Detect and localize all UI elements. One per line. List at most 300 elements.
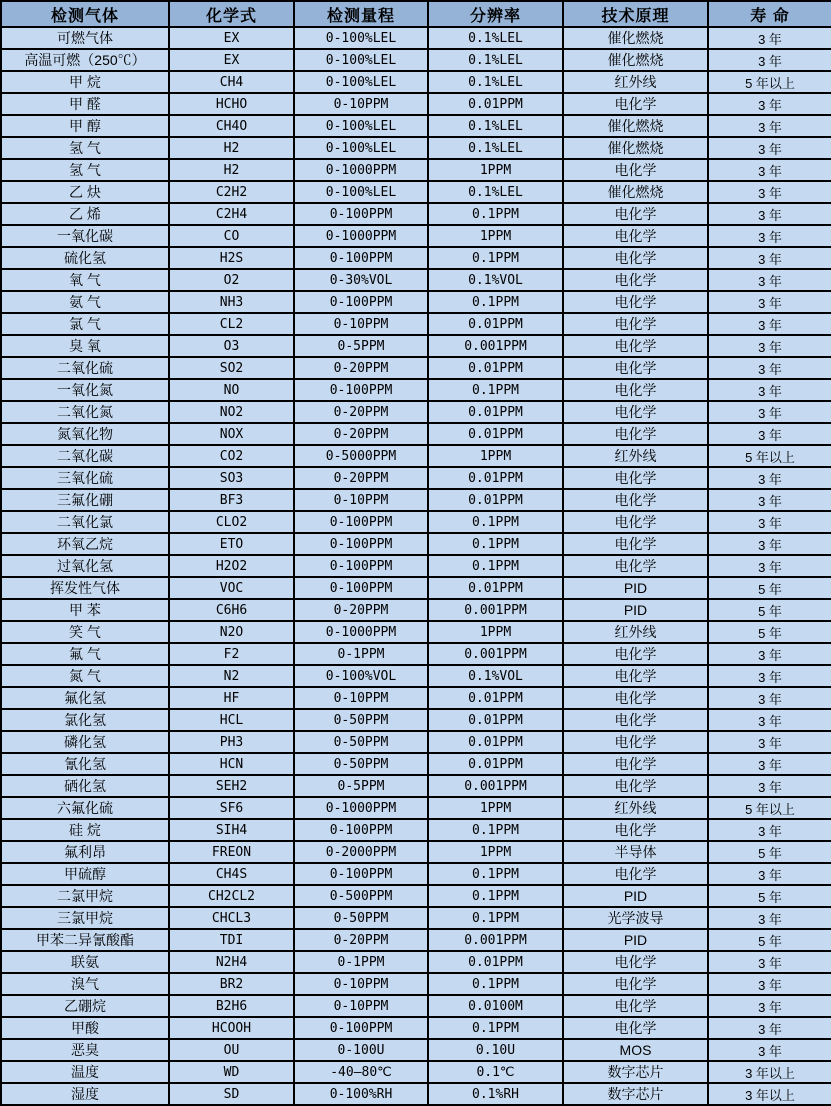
lifespan-cell: 3 年 xyxy=(708,225,831,247)
formula-cell: SEH2 xyxy=(169,775,294,797)
formula-cell: O3 xyxy=(169,335,294,357)
range-cell: 0-50PPM xyxy=(294,731,428,753)
formula-cell: SO3 xyxy=(169,467,294,489)
principle-cell: 红外线 xyxy=(563,71,708,93)
formula-cell: F2 xyxy=(169,643,294,665)
lifespan-cell: 3 年 xyxy=(708,819,831,841)
lifespan-cell: 3 年 xyxy=(708,709,831,731)
table-row xyxy=(1,71,831,93)
range-cell: 0-20PPM xyxy=(294,929,428,951)
table-row xyxy=(1,357,831,379)
resolution-cell: 0.01PPM xyxy=(428,577,563,599)
range-cell: 0-1PPM xyxy=(294,951,428,973)
resolution-cell: 0.1PPM xyxy=(428,885,563,907)
principle-cell: 电化学 xyxy=(563,269,708,291)
formula-cell: FREON xyxy=(169,841,294,863)
formula-cell: EX xyxy=(169,49,294,71)
resolution-cell: 0.1PPM xyxy=(428,379,563,401)
resolution-cell: 0.1℃ xyxy=(428,1061,563,1083)
range-cell: 0-100PPM xyxy=(294,819,428,841)
principle-cell: 电化学 xyxy=(563,247,708,269)
gas-name-cell: 甲苯二异氰酸酯 xyxy=(1,929,169,951)
table-row xyxy=(1,731,831,753)
formula-cell: H2O2 xyxy=(169,555,294,577)
principle-cell: 电化学 xyxy=(563,753,708,775)
table-row xyxy=(1,115,831,137)
gas-name-cell: 三氯甲烷 xyxy=(1,907,169,929)
formula-cell: CLO2 xyxy=(169,511,294,533)
range-cell: 0-5PPM xyxy=(294,335,428,357)
principle-cell: 催化燃烧 xyxy=(563,27,708,49)
principle-cell: 电化学 xyxy=(563,379,708,401)
table-row xyxy=(1,621,831,643)
lifespan-cell: 3 年 xyxy=(708,643,831,665)
table-row xyxy=(1,687,831,709)
table-row xyxy=(1,973,831,995)
lifespan-cell: 3 年 xyxy=(708,269,831,291)
table-row xyxy=(1,819,831,841)
table-row xyxy=(1,797,831,819)
table-row xyxy=(1,841,831,863)
resolution-cell: 0.1%RH xyxy=(428,1083,563,1105)
formula-cell: NOX xyxy=(169,423,294,445)
gas-name-cell: 湿度 xyxy=(1,1083,169,1105)
resolution-cell: 0.1PPM xyxy=(428,511,563,533)
gas-name-cell: 高温可燃（250℃） xyxy=(1,49,169,71)
table-row xyxy=(1,1017,831,1039)
lifespan-cell: 3 年 xyxy=(708,115,831,137)
range-cell: 0-50PPM xyxy=(294,753,428,775)
gas-name-cell: 过氧化氢 xyxy=(1,555,169,577)
resolution-cell: 0.01PPM xyxy=(428,951,563,973)
gas-name-cell: 氮 气 xyxy=(1,665,169,687)
resolution-cell: 0.10U xyxy=(428,1039,563,1061)
formula-cell: CH4O xyxy=(169,115,294,137)
lifespan-cell: 3 年 xyxy=(708,181,831,203)
lifespan-cell: 3 年 xyxy=(708,93,831,115)
formula-cell: SO2 xyxy=(169,357,294,379)
range-cell: 0-10PPM xyxy=(294,687,428,709)
gas-name-cell: 溴气 xyxy=(1,973,169,995)
gas-name-cell: 温度 xyxy=(1,1061,169,1083)
lifespan-cell: 3 年 xyxy=(708,863,831,885)
gas-name-cell: 环氧乙烷 xyxy=(1,533,169,555)
principle-cell: PID xyxy=(563,599,708,621)
table-header xyxy=(1,1,831,27)
gas-name-cell: 氢 气 xyxy=(1,159,169,181)
lifespan-cell: 3 年 xyxy=(708,467,831,489)
principle-cell: 电化学 xyxy=(563,533,708,555)
formula-cell: VOC xyxy=(169,577,294,599)
lifespan-cell: 5 年 xyxy=(708,599,831,621)
range-cell: 0-100%LEL xyxy=(294,115,428,137)
lifespan-cell: 3 年 xyxy=(708,533,831,555)
principle-cell: 电化学 xyxy=(563,467,708,489)
table-row xyxy=(1,401,831,423)
column-header-3: 分辨率 xyxy=(428,1,563,27)
lifespan-cell: 5 年 xyxy=(708,841,831,863)
table-row xyxy=(1,181,831,203)
range-cell: 0-2000PPM xyxy=(294,841,428,863)
lifespan-cell: 3 年 xyxy=(708,995,831,1017)
resolution-cell: 0.01PPM xyxy=(428,687,563,709)
resolution-cell: 0.1PPM xyxy=(428,291,563,313)
formula-cell: CH2CL2 xyxy=(169,885,294,907)
formula-cell: SD xyxy=(169,1083,294,1105)
range-cell: 0-1000PPM xyxy=(294,621,428,643)
formula-cell: SF6 xyxy=(169,797,294,819)
gas-name-cell: 三氧化硫 xyxy=(1,467,169,489)
table-row xyxy=(1,1061,831,1083)
principle-cell: 电化学 xyxy=(563,555,708,577)
gas-name-cell: 氰化氢 xyxy=(1,753,169,775)
lifespan-cell: 3 年 xyxy=(708,247,831,269)
principle-cell: 电化学 xyxy=(563,995,708,1017)
table-row xyxy=(1,775,831,797)
principle-cell: 电化学 xyxy=(563,93,708,115)
table-row xyxy=(1,1039,831,1061)
gas-name-cell: 乙硼烷 xyxy=(1,995,169,1017)
lifespan-cell: 3 年 xyxy=(708,555,831,577)
formula-cell: ETO xyxy=(169,533,294,555)
gas-name-cell: 甲 醇 xyxy=(1,115,169,137)
range-cell: -40—80℃ xyxy=(294,1061,428,1083)
lifespan-cell: 3 年 xyxy=(708,687,831,709)
table-row xyxy=(1,929,831,951)
table-row xyxy=(1,709,831,731)
range-cell: 0-100PPM xyxy=(294,577,428,599)
principle-cell: PID xyxy=(563,577,708,599)
table-row xyxy=(1,599,831,621)
lifespan-cell: 5 年 xyxy=(708,885,831,907)
resolution-cell: 0.1%LEL xyxy=(428,137,563,159)
lifespan-cell: 3 年 xyxy=(708,907,831,929)
table-row xyxy=(1,885,831,907)
formula-cell: C2H2 xyxy=(169,181,294,203)
range-cell: 0-100PPM xyxy=(294,511,428,533)
principle-cell: 催化燃烧 xyxy=(563,137,708,159)
lifespan-cell: 3 年 xyxy=(708,511,831,533)
lifespan-cell: 3 年 xyxy=(708,731,831,753)
gas-name-cell: 硫化氢 xyxy=(1,247,169,269)
table-row xyxy=(1,379,831,401)
range-cell: 0-100U xyxy=(294,1039,428,1061)
table-row xyxy=(1,49,831,71)
principle-cell: 电化学 xyxy=(563,203,708,225)
range-cell: 0-50PPM xyxy=(294,907,428,929)
column-header-5: 寿 命 xyxy=(708,1,831,27)
range-cell: 0-10PPM xyxy=(294,313,428,335)
gas-name-cell: 挥发性气体 xyxy=(1,577,169,599)
formula-cell: BF3 xyxy=(169,489,294,511)
principle-cell: 电化学 xyxy=(563,731,708,753)
lifespan-cell: 3 年 xyxy=(708,665,831,687)
lifespan-cell: 3 年 xyxy=(708,335,831,357)
principle-cell: 电化学 xyxy=(563,687,708,709)
table-row xyxy=(1,291,831,313)
range-cell: 0-50PPM xyxy=(294,709,428,731)
range-cell: 0-100%VOL xyxy=(294,665,428,687)
gas-name-cell: 甲酸 xyxy=(1,1017,169,1039)
range-cell: 0-100PPM xyxy=(294,291,428,313)
principle-cell: 电化学 xyxy=(563,511,708,533)
principle-cell: 电化学 xyxy=(563,335,708,357)
formula-cell: PH3 xyxy=(169,731,294,753)
resolution-cell: 0.1PPM xyxy=(428,819,563,841)
range-cell: 0-10PPM xyxy=(294,489,428,511)
resolution-cell: 0.001PPM xyxy=(428,599,563,621)
principle-cell: 电化学 xyxy=(563,951,708,973)
gas-name-cell: 二氧化碳 xyxy=(1,445,169,467)
lifespan-cell: 3 年 xyxy=(708,753,831,775)
principle-cell: PID xyxy=(563,885,708,907)
resolution-cell: 0.1PPM xyxy=(428,863,563,885)
formula-cell: HCOOH xyxy=(169,1017,294,1039)
lifespan-cell: 5 年以上 xyxy=(708,797,831,819)
range-cell: 0-100%LEL xyxy=(294,71,428,93)
formula-cell: NO xyxy=(169,379,294,401)
formula-cell: BR2 xyxy=(169,973,294,995)
lifespan-cell: 5 年 xyxy=(708,577,831,599)
formula-cell: HCN xyxy=(169,753,294,775)
range-cell: 0-1000PPM xyxy=(294,159,428,181)
gas-name-cell: 氯 气 xyxy=(1,313,169,335)
lifespan-cell: 3 年以上 xyxy=(708,1061,831,1083)
resolution-cell: 0.1PPM xyxy=(428,247,563,269)
range-cell: 0-100PPM xyxy=(294,533,428,555)
formula-cell: N2O xyxy=(169,621,294,643)
table-row xyxy=(1,489,831,511)
lifespan-cell: 3 年 xyxy=(708,1017,831,1039)
principle-cell: 半导体 xyxy=(563,841,708,863)
lifespan-cell: 5 年以上 xyxy=(708,445,831,467)
gas-name-cell: 恶臭 xyxy=(1,1039,169,1061)
principle-cell: 催化燃烧 xyxy=(563,115,708,137)
formula-cell: EX xyxy=(169,27,294,49)
principle-cell: PID xyxy=(563,929,708,951)
resolution-cell: 1PPM xyxy=(428,841,563,863)
lifespan-cell: 3 年 xyxy=(708,951,831,973)
table-row xyxy=(1,423,831,445)
principle-cell: 电化学 xyxy=(563,489,708,511)
lifespan-cell: 3 年 xyxy=(708,137,831,159)
range-cell: 0-20PPM xyxy=(294,467,428,489)
gas-name-cell: 甲 苯 xyxy=(1,599,169,621)
formula-cell: N2 xyxy=(169,665,294,687)
resolution-cell: 1PPM xyxy=(428,621,563,643)
resolution-cell: 0.01PPM xyxy=(428,423,563,445)
table-row xyxy=(1,159,831,181)
lifespan-cell: 3 年 xyxy=(708,1039,831,1061)
range-cell: 0-20PPM xyxy=(294,357,428,379)
gas-name-cell: 磷化氢 xyxy=(1,731,169,753)
resolution-cell: 0.1%LEL xyxy=(428,71,563,93)
range-cell: 0-500PPM xyxy=(294,885,428,907)
gas-name-cell: 硅 烷 xyxy=(1,819,169,841)
gas-name-cell: 笑 气 xyxy=(1,621,169,643)
principle-cell: 电化学 xyxy=(563,775,708,797)
gas-name-cell: 联氨 xyxy=(1,951,169,973)
resolution-cell: 0.1PPM xyxy=(428,555,563,577)
formula-cell: CO xyxy=(169,225,294,247)
formula-cell: H2S xyxy=(169,247,294,269)
lifespan-cell: 3 年 xyxy=(708,291,831,313)
resolution-cell: 0.01PPM xyxy=(428,467,563,489)
formula-cell: CH4 xyxy=(169,71,294,93)
principle-cell: 电化学 xyxy=(563,665,708,687)
table-row xyxy=(1,533,831,555)
table-row xyxy=(1,665,831,687)
formula-cell: B2H6 xyxy=(169,995,294,1017)
principle-cell: MOS xyxy=(563,1039,708,1061)
table-header-row xyxy=(1,1,831,27)
principle-cell: 电化学 xyxy=(563,401,708,423)
formula-cell: C2H4 xyxy=(169,203,294,225)
range-cell: 0-30%VOL xyxy=(294,269,428,291)
gas-name-cell: 氨 气 xyxy=(1,291,169,313)
range-cell: 0-10PPM xyxy=(294,973,428,995)
table-row xyxy=(1,247,831,269)
lifespan-cell: 3 年 xyxy=(708,489,831,511)
range-cell: 0-20PPM xyxy=(294,599,428,621)
principle-cell: 催化燃烧 xyxy=(563,49,708,71)
resolution-cell: 0.1%VOL xyxy=(428,269,563,291)
lifespan-cell: 5 年 xyxy=(708,929,831,951)
table-row xyxy=(1,467,831,489)
resolution-cell: 0.1PPM xyxy=(428,533,563,555)
gas-name-cell: 氯化氢 xyxy=(1,709,169,731)
formula-cell: NO2 xyxy=(169,401,294,423)
resolution-cell: 0.01PPM xyxy=(428,731,563,753)
principle-cell: 红外线 xyxy=(563,621,708,643)
resolution-cell: 0.001PPM xyxy=(428,643,563,665)
resolution-cell: 0.01PPM xyxy=(428,753,563,775)
range-cell: 0-1000PPM xyxy=(294,225,428,247)
gas-name-cell: 乙 烯 xyxy=(1,203,169,225)
principle-cell: 数字芯片 xyxy=(563,1061,708,1083)
lifespan-cell: 3 年 xyxy=(708,313,831,335)
principle-cell: 电化学 xyxy=(563,357,708,379)
formula-cell: OU xyxy=(169,1039,294,1061)
formula-cell: NH3 xyxy=(169,291,294,313)
gas-name-cell: 甲硫醇 xyxy=(1,863,169,885)
table-row xyxy=(1,27,831,49)
table-row xyxy=(1,643,831,665)
principle-cell: 电化学 xyxy=(563,159,708,181)
table-row xyxy=(1,511,831,533)
resolution-cell: 1PPM xyxy=(428,225,563,247)
range-cell: 0-100PPM xyxy=(294,863,428,885)
formula-cell: HCHO xyxy=(169,93,294,115)
range-cell: 0-10PPM xyxy=(294,93,428,115)
principle-cell: 数字芯片 xyxy=(563,1083,708,1105)
gas-name-cell: 氧 气 xyxy=(1,269,169,291)
formula-cell: H2 xyxy=(169,137,294,159)
resolution-cell: 0.01PPM xyxy=(428,93,563,115)
principle-cell: 红外线 xyxy=(563,445,708,467)
range-cell: 0-100%LEL xyxy=(294,49,428,71)
gas-name-cell: 氟化氢 xyxy=(1,687,169,709)
principle-cell: 电化学 xyxy=(563,291,708,313)
column-header-2: 检测量程 xyxy=(294,1,428,27)
resolution-cell: 0.1%LEL xyxy=(428,49,563,71)
principle-cell: 电化学 xyxy=(563,643,708,665)
gas-name-cell: 一氧化碳 xyxy=(1,225,169,247)
formula-cell: HF xyxy=(169,687,294,709)
resolution-cell: 0.001PPM xyxy=(428,775,563,797)
principle-cell: 红外线 xyxy=(563,797,708,819)
resolution-cell: 1PPM xyxy=(428,445,563,467)
range-cell: 0-100PPM xyxy=(294,1017,428,1039)
formula-cell: CHCL3 xyxy=(169,907,294,929)
table-row xyxy=(1,445,831,467)
table-row xyxy=(1,907,831,929)
gas-name-cell: 氟利昂 xyxy=(1,841,169,863)
resolution-cell: 0.1PPM xyxy=(428,973,563,995)
table-row xyxy=(1,863,831,885)
resolution-cell: 0.001PPM xyxy=(428,335,563,357)
table-row xyxy=(1,137,831,159)
lifespan-cell: 3 年 xyxy=(708,973,831,995)
range-cell: 0-100PPM xyxy=(294,247,428,269)
principle-cell: 电化学 xyxy=(563,423,708,445)
range-cell: 0-20PPM xyxy=(294,423,428,445)
column-header-0: 检测气体 xyxy=(1,1,169,27)
gas-name-cell: 二氧化氯 xyxy=(1,511,169,533)
gas-name-cell: 三氟化硼 xyxy=(1,489,169,511)
range-cell: 0-100PPM xyxy=(294,555,428,577)
table-row xyxy=(1,313,831,335)
table-row xyxy=(1,93,831,115)
table-row xyxy=(1,203,831,225)
lifespan-cell: 3 年 xyxy=(708,203,831,225)
lifespan-cell: 3 年 xyxy=(708,159,831,181)
lifespan-cell: 3 年 xyxy=(708,27,831,49)
formula-cell: HCL xyxy=(169,709,294,731)
resolution-cell: 0.01PPM xyxy=(428,489,563,511)
table-body xyxy=(1,27,831,1105)
gas-name-cell: 六氟化硫 xyxy=(1,797,169,819)
gas-name-cell: 氮氧化物 xyxy=(1,423,169,445)
table-row xyxy=(1,951,831,973)
resolution-cell: 0.01PPM xyxy=(428,313,563,335)
range-cell: 0-1PPM xyxy=(294,643,428,665)
table-row xyxy=(1,555,831,577)
formula-cell: SIH4 xyxy=(169,819,294,841)
column-header-4: 技术原理 xyxy=(563,1,708,27)
resolution-cell: 0.1%LEL xyxy=(428,27,563,49)
gas-name-cell: 甲 烷 xyxy=(1,71,169,93)
table-row xyxy=(1,753,831,775)
principle-cell: 光学波导 xyxy=(563,907,708,929)
table-row xyxy=(1,1083,831,1105)
range-cell: 0-5PPM xyxy=(294,775,428,797)
resolution-cell: 1PPM xyxy=(428,159,563,181)
range-cell: 0-100PPM xyxy=(294,203,428,225)
gas-name-cell: 一氧化氮 xyxy=(1,379,169,401)
principle-cell: 电化学 xyxy=(563,313,708,335)
principle-cell: 电化学 xyxy=(563,225,708,247)
lifespan-cell: 3 年 xyxy=(708,49,831,71)
resolution-cell: 0.0100M xyxy=(428,995,563,1017)
formula-cell: WD xyxy=(169,1061,294,1083)
range-cell: 0-100%LEL xyxy=(294,181,428,203)
formula-cell: O2 xyxy=(169,269,294,291)
resolution-cell: 0.1%LEL xyxy=(428,181,563,203)
resolution-cell: 0.1PPM xyxy=(428,1017,563,1039)
formula-cell: CH4S xyxy=(169,863,294,885)
gas-name-cell: 甲 醛 xyxy=(1,93,169,115)
